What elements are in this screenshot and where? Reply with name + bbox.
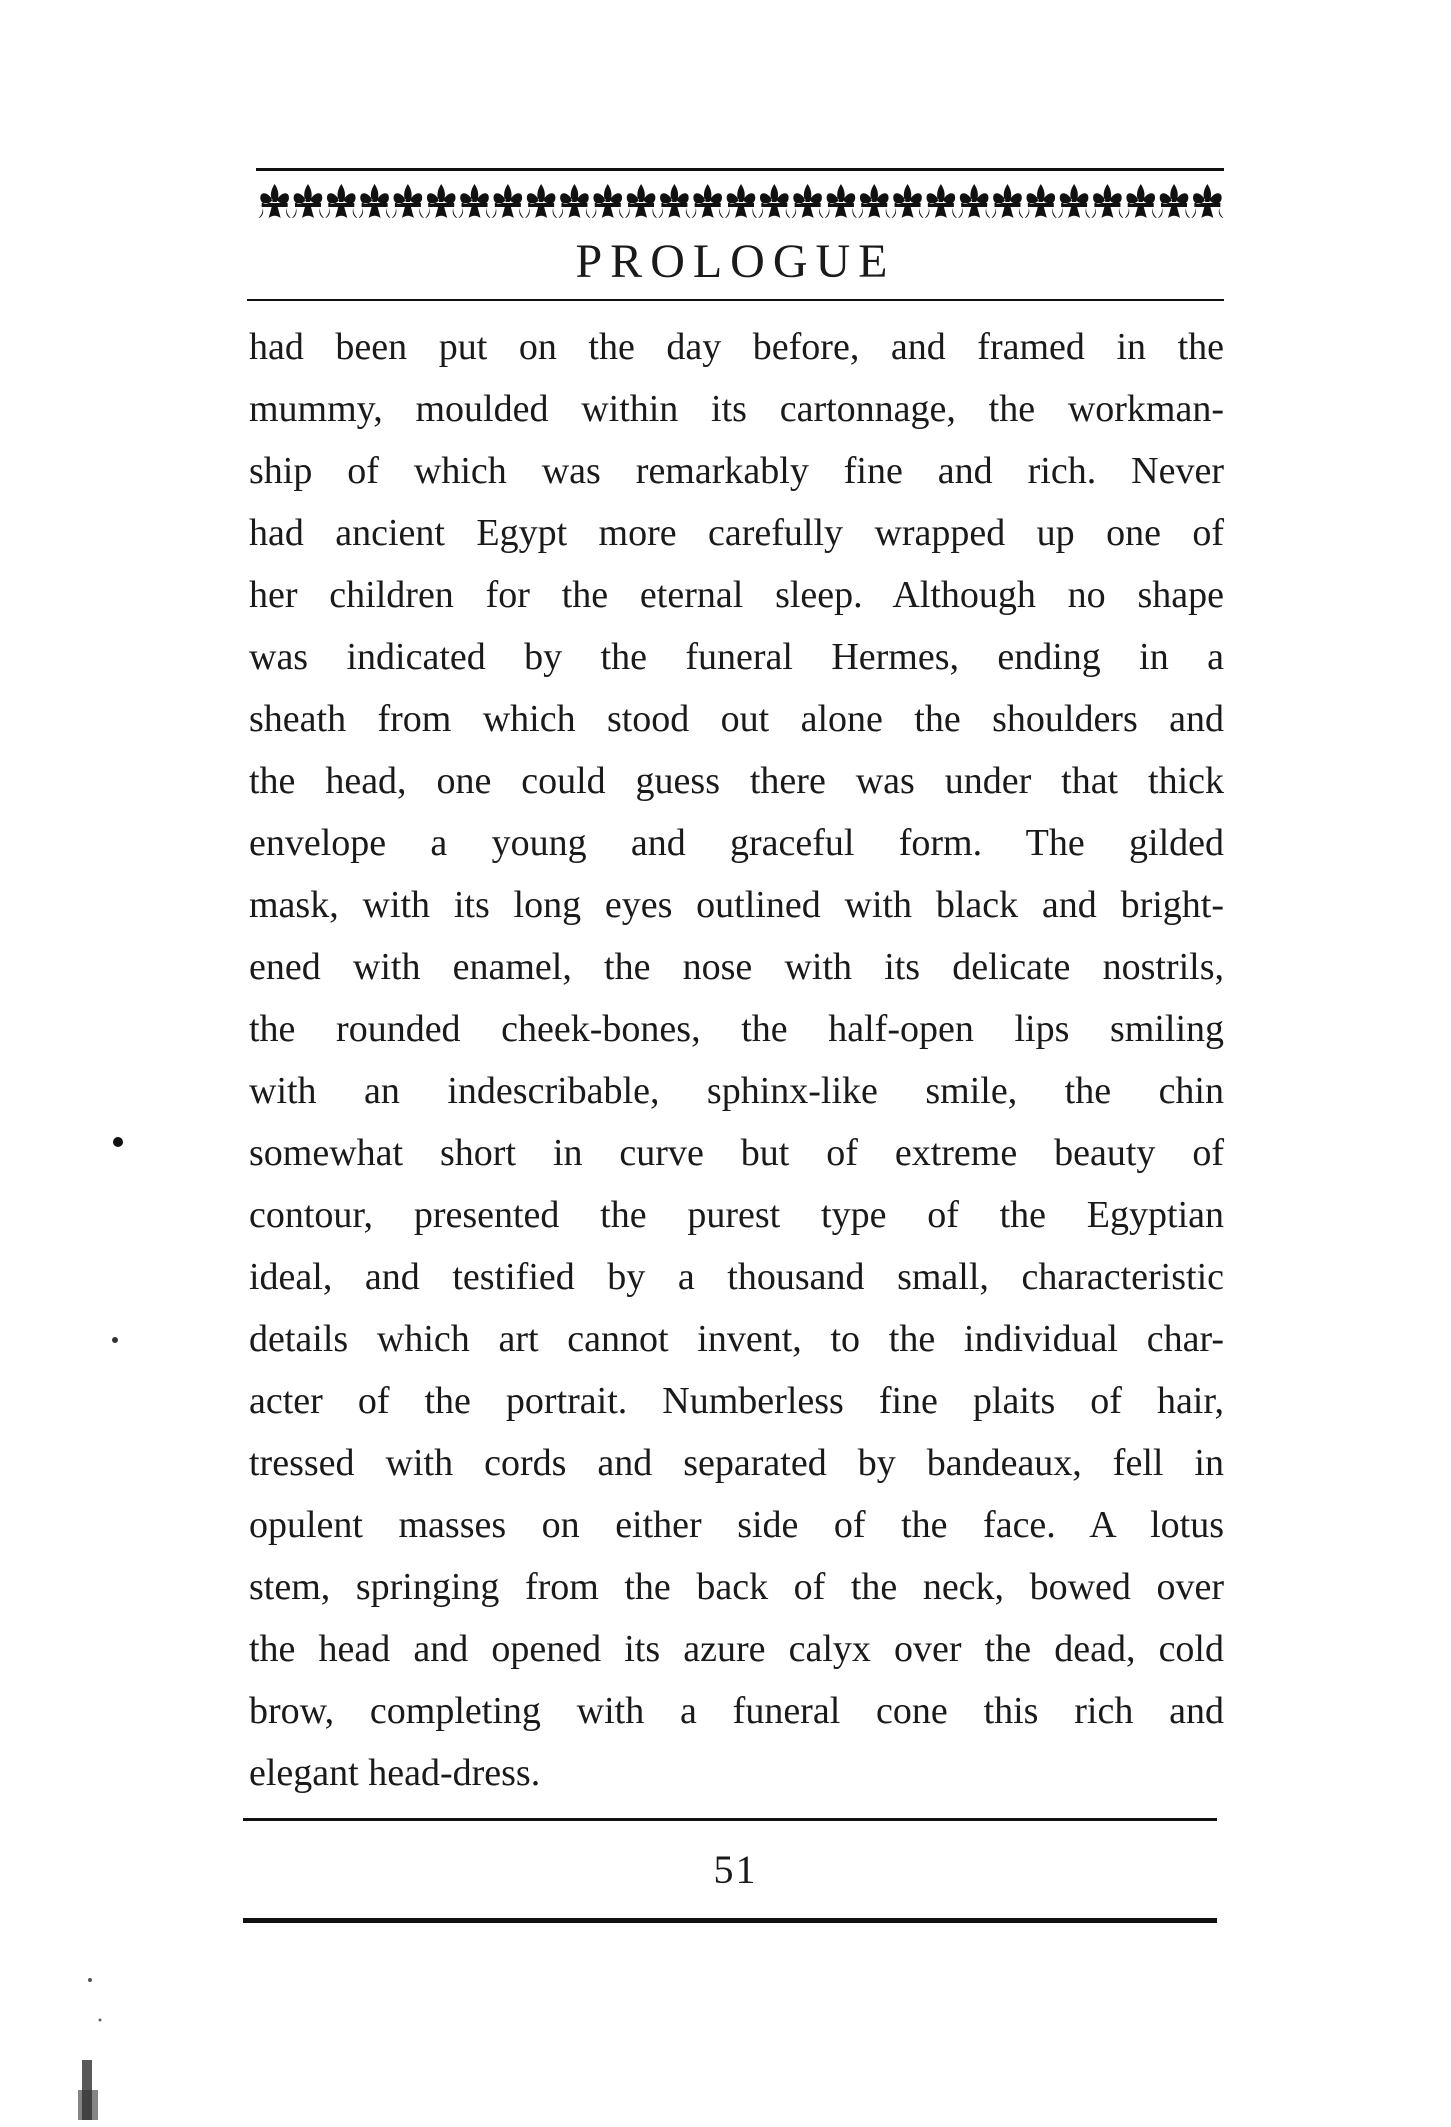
- footer-bottom-rule: [243, 1918, 1217, 1923]
- fleur-de-lis-icon: [658, 184, 690, 218]
- fleur-de-lis-icon: [991, 184, 1023, 218]
- fleur-de-lis-icon: [1158, 184, 1190, 218]
- text-line: opulent masses on either side of the face. A lotus: [249, 1504, 1224, 1546]
- fleur-de-lis-icon: [592, 184, 624, 218]
- fleur-de-lis-icon: [1025, 184, 1057, 218]
- text-line: details which art cannot invent, to the individual char-: [249, 1318, 1224, 1360]
- header-top-rule: [256, 168, 1224, 171]
- text-line: with an indescribable, sphinx-like smile, the chin: [249, 1070, 1224, 1112]
- fleur-de-lis-icon: [1125, 184, 1157, 218]
- page-number: 51: [713, 1847, 758, 1892]
- fleur-de-lis-icon: [892, 184, 924, 218]
- fleur-de-lis-icon: [1191, 184, 1223, 218]
- text-line: elegant head-dress.: [249, 1752, 541, 1794]
- fleur-de-lis-icon: [558, 184, 590, 218]
- fleur-de-lis-icon: [259, 184, 291, 218]
- fleur-de-lis-icon: [692, 184, 724, 218]
- fleur-de-lis-icon: [525, 184, 557, 218]
- fleur-de-lis-icon: [392, 184, 424, 218]
- fleur-de-lis-icon: [625, 184, 657, 218]
- text-line: had been put on the day before, and framed in the: [249, 326, 1224, 368]
- fleur-de-lis-icon: [825, 184, 857, 218]
- fleur-de-lis-icon: [958, 184, 990, 218]
- text-line: acter of the portrait. Numberless fine plaits of hair,: [249, 1380, 1224, 1422]
- fleur-de-lis-icon: [459, 184, 491, 218]
- text-line: ideal, and testified by a thousand small, characteristic: [249, 1256, 1224, 1298]
- ornament-band: [258, 178, 1224, 228]
- fleur-de-lis-icon: [925, 184, 957, 218]
- text-line: ship of which was remarkably fine and rich. Never: [249, 450, 1224, 492]
- text-line: stem, springing from the back of the neck, bowed over: [249, 1566, 1224, 1608]
- running-head: PROLOGUE: [575, 235, 896, 288]
- text-line: mummy, moulded within its cartonnage, the workman-: [249, 388, 1224, 430]
- text-line: was indicated by the funeral Hermes, ending in a: [249, 636, 1224, 678]
- fleur-de-lis-ornament-icon: [258, 178, 1224, 228]
- body-text: [249, 316, 1224, 1804]
- fleur-de-lis-icon: [725, 184, 757, 218]
- text-line: sheath from which stood out alone the shoulders and: [249, 698, 1224, 740]
- text-line: tressed with cords and separated by bandeaux, fell in: [249, 1442, 1224, 1484]
- text-line: brow, completing with a funeral cone this rich and: [249, 1690, 1224, 1732]
- text-line: mask, with its long eyes outlined with black and bright-: [249, 884, 1224, 926]
- text-line: somewhat short in curve but of extreme beauty of: [249, 1132, 1224, 1174]
- fleur-de-lis-icon: [758, 184, 790, 218]
- text-line: contour, presented the purest type of the Egyptian: [249, 1194, 1224, 1236]
- text-line: the head and opened its azure calyx over the dead, cold: [249, 1628, 1224, 1670]
- fleur-de-lis-icon: [858, 184, 890, 218]
- footer-top-rule: [243, 1818, 1217, 1821]
- binding-specks-decoration: [60, 1100, 140, 2127]
- fleur-de-lis-icon: [325, 184, 357, 218]
- fleur-de-lis-icon: [1091, 184, 1123, 218]
- fleur-de-lis-icon: [1058, 184, 1090, 218]
- fleur-de-lis-icon: [492, 184, 524, 218]
- text-line: her children for the eternal sleep. Although no shape: [249, 574, 1224, 616]
- text-line: the rounded cheek-bones, the half-open lips smiling: [249, 1008, 1224, 1050]
- text-line: had ancient Egypt more carefully wrapped up one of: [249, 512, 1224, 554]
- fleur-de-lis-icon: [292, 184, 324, 218]
- fleur-de-lis-icon: [792, 184, 824, 218]
- fleur-de-lis-icon: [425, 184, 457, 218]
- text-line: the head, one could guess there was under that thick: [249, 760, 1224, 802]
- text-line: ened with enamel, the nose with its delicate nostrils,: [249, 946, 1224, 988]
- text-line: envelope a young and graceful form. The gilded: [249, 822, 1224, 864]
- fleur-de-lis-icon: [359, 184, 391, 218]
- header-bottom-rule: [247, 299, 1224, 301]
